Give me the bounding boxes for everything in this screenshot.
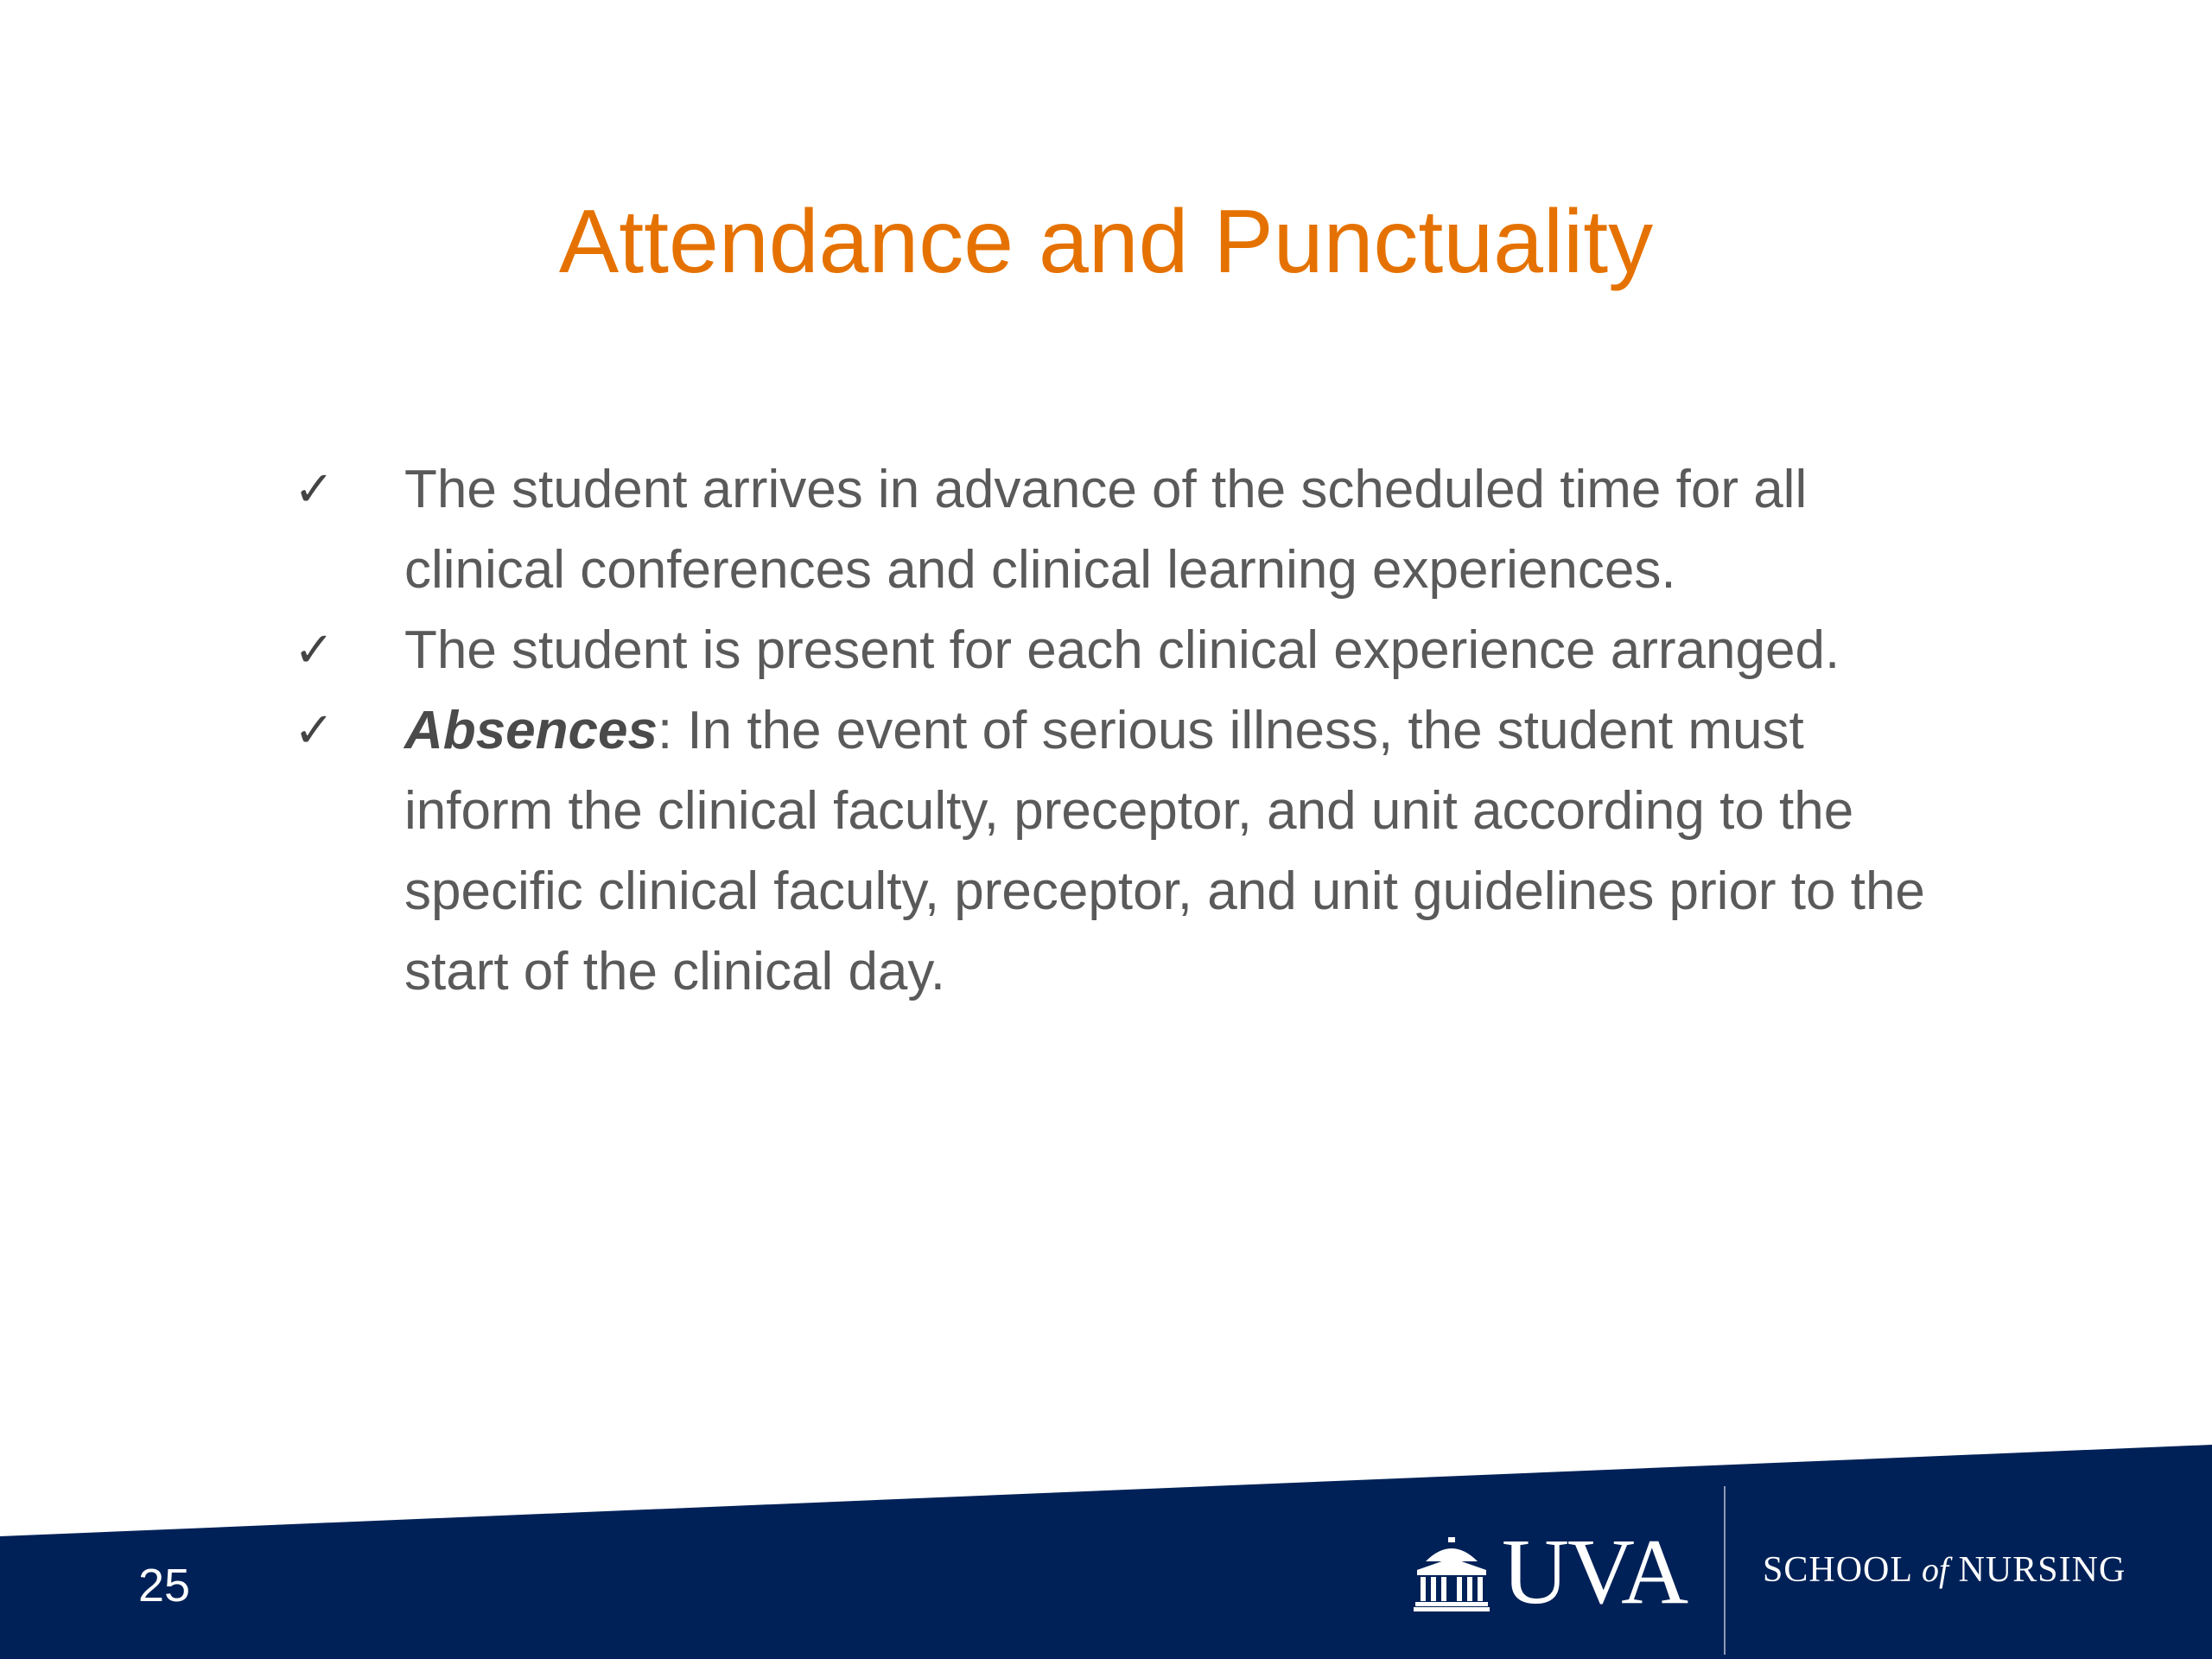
checkmark-icon: ✓	[294, 702, 334, 759]
bullet-emphasis: Absences	[404, 701, 658, 760]
uva-wordmark: UVA	[1502, 1521, 1688, 1624]
bullet-text: The student is present for each clinical experience arranged.	[404, 620, 1840, 680]
checkmark-icon: ✓	[294, 622, 334, 678]
bullet-text: : In the event of serious illness, the student must inform the clinical faculty, preceptor, and unit according to the specific clinical faculty, preceptor, and unit guidelines prior to the start of the clinical day.	[404, 701, 1925, 1001]
page-number: 25	[138, 1560, 191, 1611]
rotunda-icon	[1414, 1534, 1490, 1611]
logo-divider	[1724, 1486, 1726, 1655]
slide-title: Attendance and Punctuality	[558, 192, 1654, 292]
bullet-text: The student arrives in advance of the scheduled time for all clinical conferences and clinical learning experiences.	[404, 460, 1808, 600]
school-of: of	[1921, 1550, 1949, 1589]
school-of-nursing-wordmark	[1763, 1548, 2126, 1592]
school-suffix: NURSING	[1958, 1550, 2126, 1590]
school-prefix: SCHOOL	[1763, 1550, 1912, 1590]
uva-logo	[1414, 1521, 1688, 1624]
checkmark-icon: ✓	[294, 461, 334, 518]
